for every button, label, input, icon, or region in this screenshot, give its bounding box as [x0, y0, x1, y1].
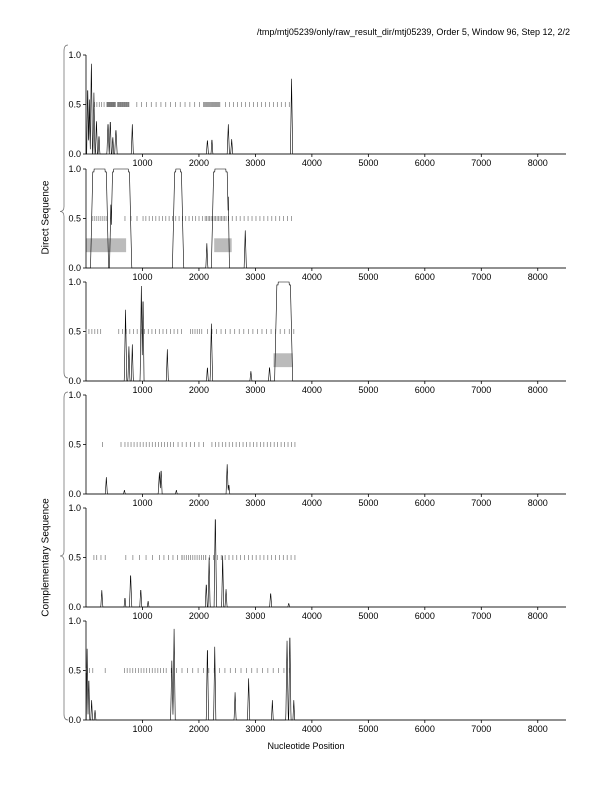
y-tick-label: 0.0 — [68, 489, 81, 499]
series-line — [86, 64, 566, 154]
direct-group-bracket — [60, 45, 68, 378]
x-tick-label: 4000 — [301, 724, 322, 734]
x-tick-label: 2000 — [188, 498, 209, 508]
y-tick-label: 1.0 — [68, 50, 81, 60]
complementary-sequence-label: Complementary Sequence — [40, 498, 52, 617]
x-tick-label: 2000 — [188, 272, 209, 282]
x-tick-label: 5000 — [358, 385, 379, 395]
x-tick-label: 7000 — [471, 272, 492, 282]
x-tick-label: 3000 — [245, 724, 266, 734]
y-tick-label: 1.0 — [68, 390, 81, 400]
y-tick-label: 0.0 — [68, 376, 81, 386]
x-tick-label: 5000 — [358, 272, 379, 282]
series-line — [86, 629, 566, 720]
y-tick-label: 0.0 — [68, 149, 81, 159]
x-tick-label: 7000 — [471, 724, 492, 734]
x-tick-label: 5000 — [358, 498, 379, 508]
x-tick-label: 7000 — [471, 498, 492, 508]
x-tick-label: 6000 — [414, 611, 435, 621]
x-tick-label: 1000 — [132, 158, 153, 168]
series-line — [86, 169, 566, 268]
x-tick-label: 8000 — [527, 272, 548, 282]
series-line — [86, 282, 566, 381]
x-tick-label: 6000 — [414, 498, 435, 508]
direct-sequence-label: Direct Sequence — [40, 180, 52, 255]
y-tick-label: 0.5 — [68, 326, 81, 337]
x-tick-label: 5000 — [358, 158, 379, 168]
x-tick-label: 8000 — [527, 611, 548, 621]
x-tick-label: 4000 — [301, 611, 322, 621]
x-tick-label: 4000 — [301, 158, 322, 168]
y-tick-label: 0.0 — [68, 602, 81, 612]
x-tick-label: 3000 — [245, 611, 266, 621]
y-tick-label: 0.5 — [68, 99, 81, 110]
x-tick-label: 6000 — [414, 724, 435, 734]
y-tick-label: 0.0 — [68, 715, 81, 725]
y-tick-label: 0.0 — [68, 263, 81, 273]
plot-title: /tmp/mtj05239/only/raw_result_dir/mtj05239, Order 5, Window 96, Step 12, 2/2 — [256, 27, 570, 37]
x-tick-label: 1000 — [132, 272, 153, 282]
x-tick-label: 3000 — [245, 158, 266, 168]
x-tick-label: 1000 — [132, 498, 153, 508]
x-tick-label: 4000 — [301, 272, 322, 282]
x-tick-label: 3000 — [245, 498, 266, 508]
panel-1 — [68, 50, 566, 168]
y-tick-label: 0.5 — [68, 552, 81, 563]
panel-4 — [68, 390, 566, 508]
x-tick-label: 2000 — [188, 385, 209, 395]
x-tick-label: 6000 — [414, 385, 435, 395]
series-line — [86, 520, 566, 607]
x-tick-label: 2000 — [188, 724, 209, 734]
x-tick-label: 2000 — [188, 611, 209, 621]
series-line — [86, 464, 566, 494]
y-tick-label: 1.0 — [68, 503, 81, 513]
panel-5 — [68, 503, 566, 621]
x-tick-label: 3000 — [245, 272, 266, 282]
y-tick-label: 0.5 — [68, 213, 81, 224]
complementary-group-bracket — [60, 392, 68, 720]
x-tick-label: 4000 — [301, 498, 322, 508]
x-tick-label: 7000 — [471, 385, 492, 395]
x-tick-label: 4000 — [301, 385, 322, 395]
x-tick-label: 1000 — [132, 724, 153, 734]
x-tick-label: 8000 — [527, 724, 548, 734]
x-tick-label: 7000 — [471, 611, 492, 621]
highlight-region — [273, 353, 292, 367]
y-tick-label: 0.5 — [68, 665, 81, 676]
group-brackets — [60, 45, 68, 720]
chart-panels — [68, 50, 566, 734]
x-tick-label: 2000 — [188, 158, 209, 168]
x-tick-label: 6000 — [414, 272, 435, 282]
panel-2 — [68, 164, 566, 282]
x-tick-label: 3000 — [245, 385, 266, 395]
panel-3 — [68, 277, 566, 395]
x-tick-label: 8000 — [527, 385, 548, 395]
x-tick-label: 8000 — [527, 158, 548, 168]
panel-6 — [68, 616, 566, 734]
y-tick-label: 0.5 — [68, 439, 81, 450]
y-tick-label: 1.0 — [68, 164, 81, 174]
y-tick-label: 1.0 — [68, 277, 81, 287]
x-tick-label: 7000 — [471, 158, 492, 168]
y-tick-label: 1.0 — [68, 616, 81, 626]
x-tick-label: 1000 — [132, 385, 153, 395]
x-tick-label: 8000 — [527, 498, 548, 508]
x-axis-label: Nucleotide Position — [267, 741, 345, 751]
x-tick-label: 5000 — [358, 724, 379, 734]
highlight-region — [86, 238, 126, 252]
x-tick-label: 6000 — [414, 158, 435, 168]
x-tick-label: 5000 — [358, 611, 379, 621]
x-tick-label: 1000 — [132, 611, 153, 621]
